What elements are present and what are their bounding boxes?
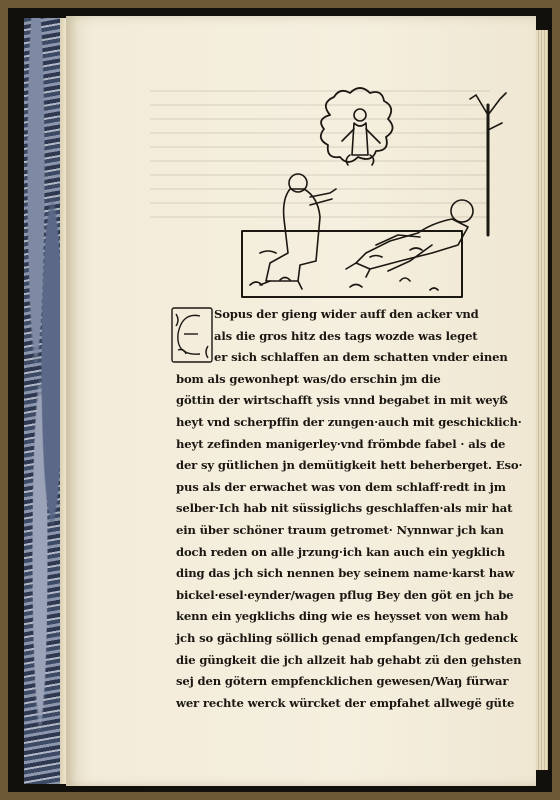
woodcut-illustration <box>170 85 470 310</box>
text-line-4: bom als gewonhept was/do erschin jm die <box>176 371 441 386</box>
decorated-initial-E-icon <box>170 306 214 364</box>
text-line-11: ein über schöner traum getromet· Nynnwar jch kan <box>176 522 504 537</box>
text-line-16: jch so gächling söllich genad empfangen/Ich gedenck <box>176 630 518 645</box>
text-line-8: der sy gütlichen jn demütigkeit hett beherberget. Eso· <box>176 458 523 473</box>
page-text <box>176 304 523 714</box>
text-line-18: sej den götern empfencklichen gewesen/Waŋ fürwar <box>176 674 509 689</box>
text-line-17: die güngkeit die jch allzeit hab gehabt zü den gehsten <box>176 652 522 667</box>
text-line-10: selber·Ich hab nit süssiglichs geschlaffen·als mir hat <box>176 501 513 516</box>
text-line-12: doch reden on alle jrzung·ich kan auch ein yegklich <box>176 544 506 559</box>
text-line-3: er sich schlaffen an dem schatten vnder einen <box>214 350 508 365</box>
text-line-9: pus als der erwachet was von dem schlaff·redt in jm <box>176 479 506 494</box>
text-line-15: kenn ein yegklichs ding wie es heysset von wem hab <box>176 609 508 624</box>
text-line-6: heyt vnd scherpffin der zungen·auch mit geschicklich· <box>176 414 522 429</box>
text-line-1: Sopus der gieng wider auff den acker vnd <box>214 307 479 321</box>
woodcut-aesop-dream-icon <box>170 85 470 310</box>
text-line-13: ding das jch sich nennen bey seinem name·karst haw <box>176 566 515 581</box>
text-line-19: wer rechte werck würcket der empfahet allwegë güte <box>176 695 515 710</box>
text-line-7: heyt zefinden manigerley·vnd frömbde fabel · als de <box>176 436 506 451</box>
text-line-14: bickel·esel·eynder/wagen pflug Bey den göt en jch be <box>176 587 514 602</box>
page-stack-edge <box>536 30 548 770</box>
text-line-5: göttin der wirtschafft ysis vnnd begabet in mit weyß <box>176 393 508 408</box>
text-line-2: als die gros hitz des tags wozde was leget <box>214 328 478 343</box>
marbled-endpaper <box>24 18 64 784</box>
